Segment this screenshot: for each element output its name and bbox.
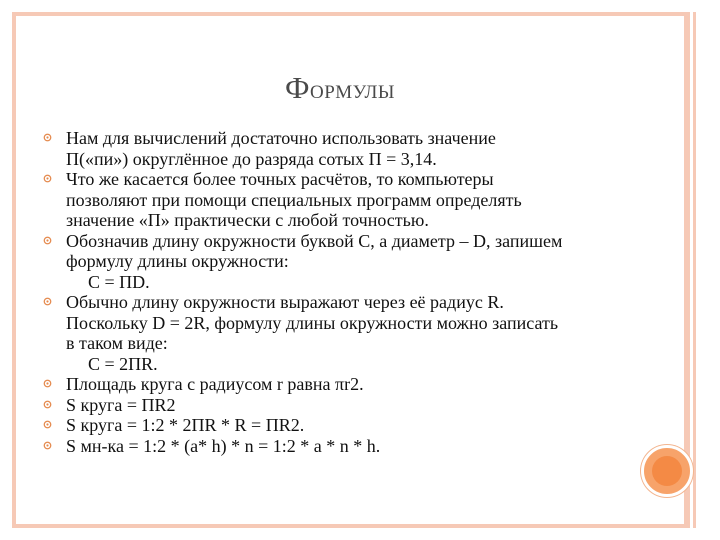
list-item — [42, 436, 642, 457]
list-item-line: S мн-ка = 1:2 * (a* h) * n = 1:2 * a * n * h. — [66, 435, 381, 456]
list-item — [42, 415, 642, 436]
circle-outline-icon — [43, 441, 52, 450]
slide-title-initial: Ф — [285, 70, 311, 105]
orange-circle-decoration — [641, 445, 693, 497]
list-item-line: С = 2ПR. — [88, 353, 158, 374]
list-item-line: П(«пи») округлённое до разряда сотых П = 3,14. — [66, 148, 437, 169]
list-item-line: S круга = 1:2 * 2ПR * R = ПR2. — [66, 415, 305, 435]
list-item — [42, 128, 642, 169]
circle-outline-icon — [43, 297, 52, 306]
list-item-line: С = ПD. — [88, 271, 150, 292]
circle-outline-icon — [43, 174, 52, 183]
list-item-line: формулу длины окружности: — [66, 251, 289, 271]
list-item-line: S круга = ПR2 — [66, 394, 176, 415]
list-item-line: Обычно длину окружности выражают через её радиус R. — [66, 292, 504, 312]
frame-decor-line — [693, 12, 696, 528]
list-item-line: в таком виде: — [66, 333, 168, 353]
orange-circle-core — [652, 456, 682, 486]
list-item — [42, 231, 642, 293]
circle-outline-icon — [43, 379, 52, 388]
circle-outline-icon — [43, 236, 52, 245]
slide-title-text — [285, 70, 395, 105]
list-item — [42, 395, 642, 416]
list-item-line: Обозначив длину окружности буквой С, а диаметр – D, запишем — [66, 230, 563, 251]
list-item — [42, 374, 642, 395]
list-item-line: Нам для вычислений достаточно использовать значение — [66, 128, 496, 148]
slide-title-rest: ормулы — [310, 74, 395, 104]
slide-title — [60, 70, 620, 106]
list-item-line: Поскольку D = 2R, формулу длины окружности можно записать — [66, 312, 559, 333]
bullet-list — [42, 128, 642, 456]
list-item-line: позволяют при помощи специальных программ определять — [66, 189, 522, 210]
list-item-line: Что же касается более точных расчётов, то компьютеры — [66, 169, 494, 189]
list-item — [42, 169, 642, 231]
list-item-line: значение «П» практически с любой точностью. — [66, 210, 429, 230]
circle-outline-icon — [43, 133, 52, 142]
list-item — [42, 292, 642, 374]
circle-outline-icon — [43, 400, 52, 409]
circle-outline-icon — [43, 420, 52, 429]
list-item-line: Площадь круга с радиусом r равна πr2. — [66, 374, 364, 394]
